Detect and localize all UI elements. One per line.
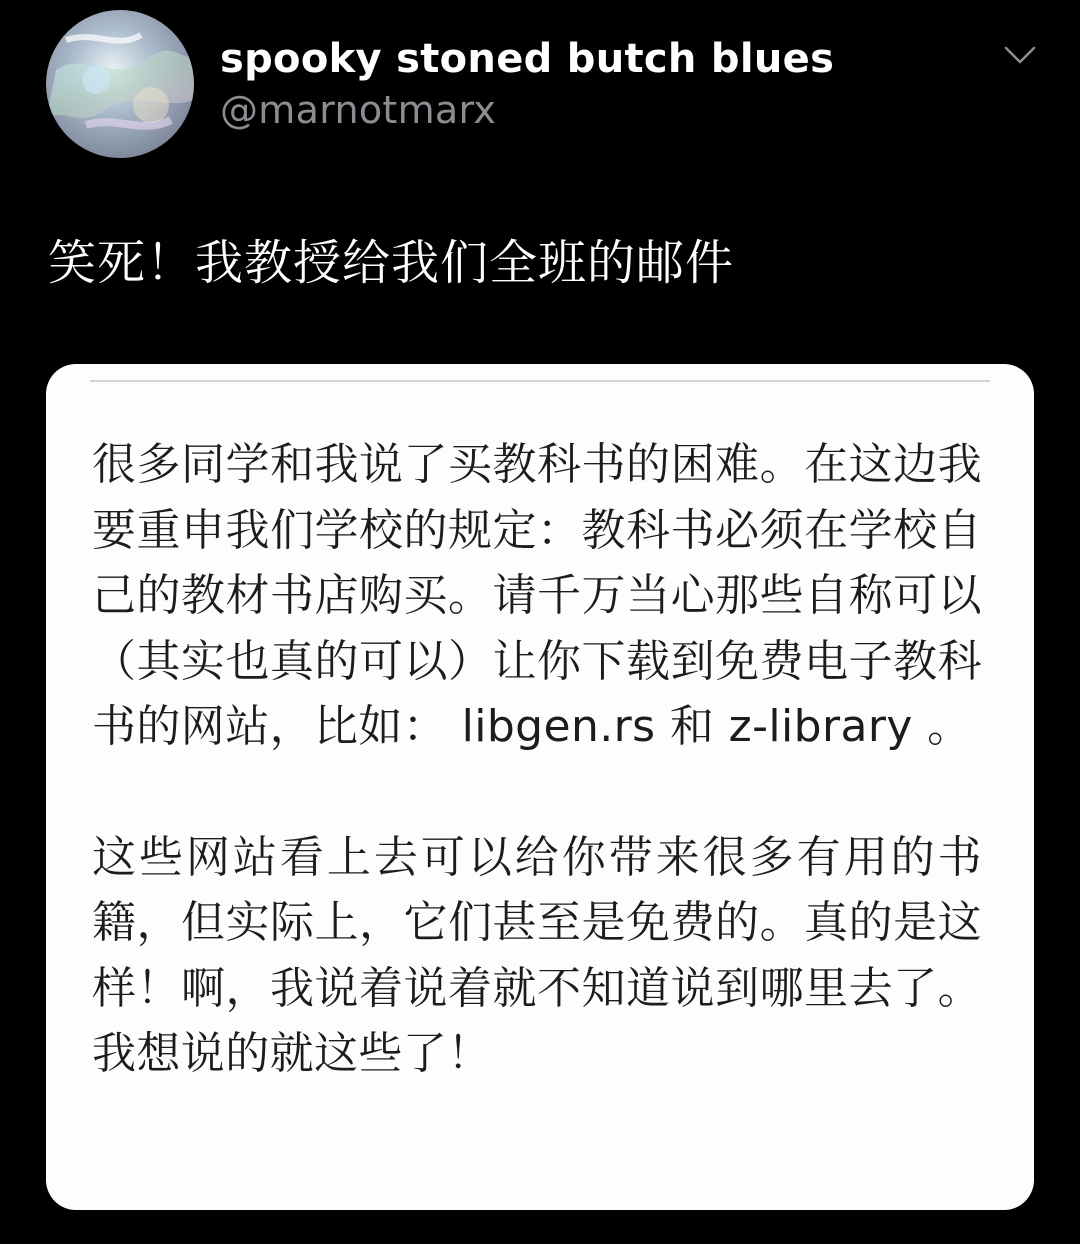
email-screenshot-card[interactable]	[46, 364, 1034, 1210]
user-handle[interactable]: @marnotmarx	[220, 88, 497, 132]
tweet-text: 笑死！我教授给我们全班的邮件	[48, 235, 735, 291]
email-paragraph-1: 很多同学和我说了买教科书的困难。在这边我要重申我们学校的规定：教科书必须在学校自己的教材书店购买。请千万当心那些自称可以（其实也真的可以）让你下载到免费电子教科书的网站，比如： libgen.rs 和 z-library 。	[92, 439, 982, 752]
display-name[interactable]: spooky stoned butch blues	[220, 36, 835, 82]
tweet-header	[46, 10, 1046, 160]
email-body	[92, 432, 982, 1087]
chevron-down-icon[interactable]	[1000, 40, 1040, 70]
card-divider	[90, 380, 990, 382]
email-paragraph-2: 这些网站看上去可以给你带来很多有用的书籍，但实际上，它们甚至是免费的。真的是这样！啊，我说着说着就不知道说到哪里去了。我想说的就这些了！	[92, 831, 982, 1079]
avatar[interactable]	[46, 10, 194, 158]
avatar-holographic-icon	[46, 10, 194, 158]
